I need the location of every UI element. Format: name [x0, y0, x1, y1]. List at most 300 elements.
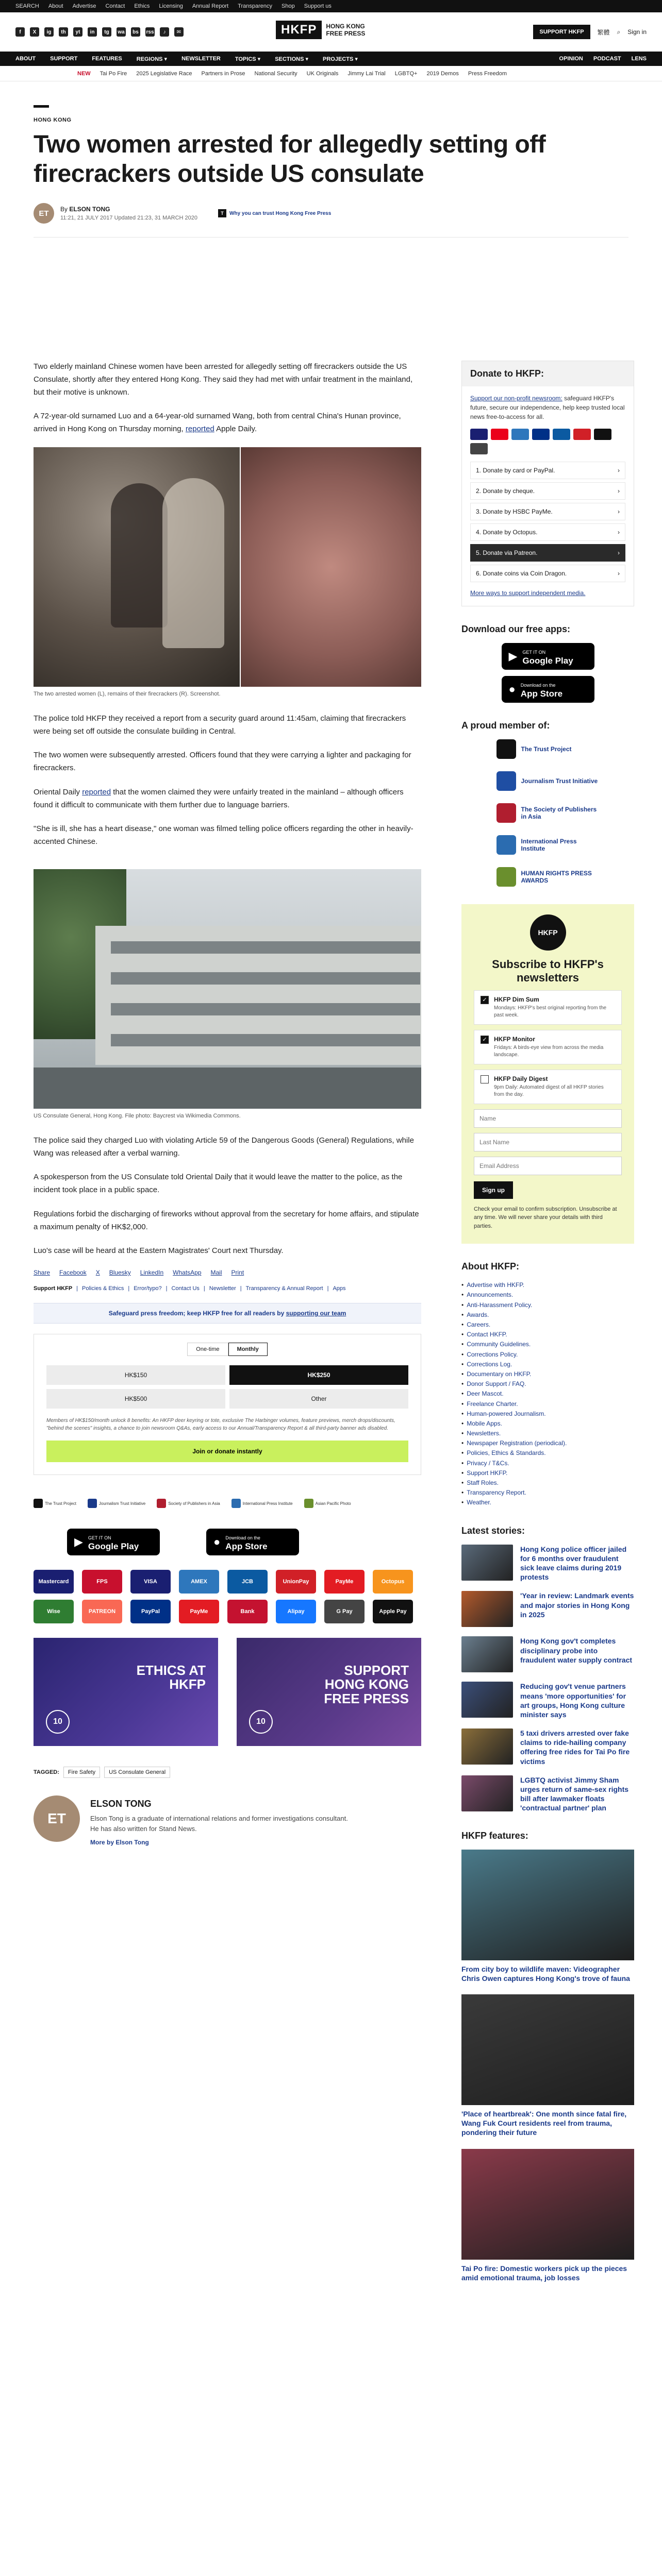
app-badges	[34, 1529, 421, 1555]
member-logo[interactable]	[304, 1499, 351, 1508]
utility-link[interactable]: Annual Report	[192, 3, 229, 9]
trending-link[interactable]: Tai Po Fire	[100, 70, 127, 77]
member-name: Journalism Trust Initiative	[521, 777, 598, 785]
nav-item[interactable]: OPINION	[559, 56, 583, 62]
member-icon	[496, 771, 516, 791]
share-bluesky[interactable]: Bluesky	[109, 1269, 131, 1276]
about-link[interactable]: • Transparency Report.	[461, 1488, 634, 1498]
share-print[interactable]: Print	[231, 1269, 244, 1276]
monthly-option[interactable]: Monthly	[228, 1343, 268, 1356]
member-logo[interactable]	[88, 1499, 145, 1508]
share-label[interactable]: Share	[34, 1269, 51, 1276]
facebook-icon[interactable]: f	[15, 27, 25, 37]
member-logo[interactable]	[496, 739, 600, 759]
one-time-option[interactable]: One-time	[187, 1343, 228, 1356]
article-title: Two women arrested for allegedly setting off firecrackers outside US consulate	[34, 131, 546, 188]
bluesky-icon[interactable]: bs	[131, 27, 140, 37]
payment-logo: Wise	[34, 1600, 74, 1623]
about-link[interactable]: • Corrections Log.	[461, 1360, 634, 1369]
photo-right-firecracker-remains	[241, 447, 421, 687]
mastercard-icon	[491, 429, 508, 440]
main-navigation	[0, 52, 662, 66]
member-name: Society of Publishers in Asia	[168, 1501, 220, 1506]
amount-option[interactable]: HK$150	[46, 1365, 225, 1385]
trust-icon: T	[218, 209, 226, 217]
sidebar-apps	[461, 624, 634, 703]
article-paragraph	[34, 410, 421, 436]
member-logo[interactable]	[496, 771, 600, 791]
newsletter-option[interactable]	[474, 990, 622, 1025]
story-title[interactable]: 'Year in review: Landmark events and major stories in Hong Kong in 2025	[520, 1591, 634, 1619]
trending-link[interactable]: Jimmy Lai Trial	[347, 70, 386, 77]
author-name[interactable]: ELSON TONG	[90, 1799, 152, 1809]
nav-right	[559, 56, 647, 62]
donate-option[interactable]	[470, 544, 625, 562]
promo-link[interactable]: supporting our team	[286, 1310, 346, 1317]
search-icon[interactable]: ⌕	[617, 28, 621, 36]
whatsapp-icon[interactable]: wa	[117, 27, 126, 37]
about-link[interactable]: • Donor Support / FAQ.	[461, 1379, 634, 1389]
reported-link[interactable]: reported	[82, 787, 111, 796]
payment-logo: Apple Pay	[373, 1600, 413, 1623]
trust-link[interactable]	[218, 209, 331, 217]
footer-link[interactable]: Policies & Ethics	[82, 1285, 124, 1292]
article-paragraph: "She is ill, she has a heart disease," one woman was filmed telling police officers regarding the other in heavily-accented Chinese.	[34, 824, 413, 846]
nav-item[interactable]: TOPICS ▾	[235, 56, 261, 62]
support-promo-strip	[34, 1303, 421, 1324]
share-whatsapp[interactable]: WhatsApp	[173, 1269, 202, 1276]
language-link[interactable]: 繁體	[597, 28, 610, 36]
photo-figure	[111, 483, 168, 628]
share-x[interactable]: X	[95, 1269, 100, 1276]
banner-title: SUPPORT HONG KONG FREE PRESS	[324, 1663, 409, 1706]
story-thumbnail[interactable]	[461, 1682, 513, 1718]
figure-arrested-women	[34, 447, 421, 697]
donate-option[interactable]	[470, 462, 625, 479]
checkbox[interactable]	[481, 1075, 489, 1083]
about-link[interactable]: • Staff Roles.	[461, 1478, 634, 1488]
instagram-icon[interactable]: ig	[44, 27, 54, 37]
member-name: International Press Institute	[242, 1501, 293, 1506]
story-title[interactable]: 5 taxi drivers arrested over fake claims to ride-hailing company offering free rides for Tai Po fire victims	[520, 1729, 630, 1766]
donate-option-label: 1. Donate by card or PayPal.	[476, 467, 555, 474]
category-kicker[interactable]: HONG KONG	[34, 117, 72, 123]
member-title: A proud member of:	[461, 720, 550, 731]
member-logo[interactable]	[496, 867, 600, 887]
donate-option[interactable]	[470, 503, 625, 520]
footer-link[interactable]: Support HKFP	[34, 1285, 73, 1292]
sidebar-app-badges	[461, 643, 634, 703]
checkbox[interactable]: ✓	[481, 996, 489, 1004]
feature-title[interactable]: 'Place of heartbreak': One month since fatal fire, Wang Fuk Court residents reel from trauma, pondering their future	[461, 2109, 627, 2137]
newsletter-option-desc: 9pm Daily: Automated digest of all HKFP stories from the day.	[494, 1084, 604, 1097]
last-name-field[interactable]	[474, 1133, 622, 1151]
footer-link[interactable]: Newsletter	[209, 1285, 236, 1292]
nav-item[interactable]: REGIONS ▾	[136, 56, 168, 62]
story-title[interactable]: LGBTQ activist Jimmy Sham urges return of same-sex rights bill after lawmaker floats 'contractual partner' plan	[520, 1775, 629, 1812]
award-icon	[304, 1499, 313, 1508]
badge-small-text: GET IT ON	[522, 649, 546, 655]
story-title[interactable]: Hong Kong gov't completes disciplinary probe into fraudulent water supply contract	[520, 1637, 633, 1664]
unionpay-icon	[573, 429, 591, 440]
about-link[interactable]: • Privacy / T&Cs.	[461, 1459, 634, 1468]
tag-link[interactable]: US Consulate General	[104, 1767, 170, 1778]
about-link[interactable]: • Freelance Charter.	[461, 1399, 634, 1409]
feature-image[interactable]	[461, 2149, 634, 2260]
payment-logo: Mastercard	[34, 1570, 74, 1594]
story-thumbnail[interactable]	[461, 1591, 513, 1627]
newsletter-option-text	[494, 1036, 615, 1059]
more-by-author-link[interactable]: More by Elson Tong	[90, 1839, 149, 1846]
feature-title[interactable]: Tai Po fire: Domestic workers pick up the pieces amid emotional trauma, job losses	[461, 2264, 627, 2282]
name-field[interactable]	[474, 1109, 622, 1128]
footer-link[interactable]: Error/typo?	[134, 1285, 162, 1292]
nav-item[interactable]: PODCAST	[593, 56, 621, 62]
google-play-badge[interactable]	[67, 1529, 160, 1555]
story-thumbnail[interactable]	[461, 1775, 513, 1811]
telegram-icon[interactable]: tg	[102, 27, 111, 37]
logo-wordmark	[326, 23, 365, 38]
latest-story[interactable]	[461, 1636, 634, 1672]
member-benefits: Members of HK$150/month unlock 8 benefits: An HKFP deer keyring or tote, exclusive The Harbinger volumes, feature previews, merch drops/discounts, "behind the scenes" insights, a chance to join newsroom Q&As, early access to our Annual/Transparency Report & all third-party banner ads disabled.	[46, 1418, 395, 1431]
jcb-icon	[553, 429, 570, 440]
byline	[34, 203, 628, 224]
newsletter-option[interactable]	[474, 1030, 622, 1064]
mail-icon[interactable]: ✉	[174, 27, 184, 37]
article-paragraph	[34, 786, 421, 812]
badge-big-text: App Store	[520, 688, 563, 699]
about-link[interactable]: • Support HKFP.	[461, 1468, 634, 1478]
apple-icon: ●	[508, 683, 516, 696]
newsletter-option-text	[494, 1075, 615, 1098]
photo-building-tier	[111, 941, 420, 954]
utility-link[interactable]: Contact	[105, 3, 125, 9]
logo-line-1: HONG KONG	[326, 22, 365, 30]
photo-building-tier	[111, 972, 420, 985]
sidebar-about	[461, 1261, 634, 1507]
badge-big-text: Google Play	[88, 1541, 139, 1551]
badge-big-text: Google Play	[522, 655, 573, 666]
story-title[interactable]: Hong Kong police officer jailed for 6 months over fraudulent sick leave claims during 2019 protests	[520, 1545, 627, 1582]
payment-logo: AMEX	[179, 1570, 219, 1594]
member-icon	[496, 835, 516, 855]
trending-link[interactable]: UK Originals	[306, 70, 339, 77]
amex-icon	[511, 429, 529, 440]
member-name: Journalism Trust Initiative	[98, 1501, 146, 1506]
linkedin-icon[interactable]: in	[88, 27, 97, 37]
article-tags	[34, 1767, 421, 1778]
badge-small-text: Download on the	[225, 1535, 260, 1540]
share-mail[interactable]: Mail	[210, 1269, 222, 1276]
about-link[interactable]: • Advertise with HKFP.	[461, 1280, 634, 1290]
member-name: International Press Institute	[521, 838, 577, 852]
support-banner[interactable]	[237, 1638, 421, 1746]
payment-logo: UnionPay	[276, 1570, 316, 1594]
payment-logo: Bank	[227, 1600, 268, 1623]
paragraph-text: A 72-year-old surnamed Luo and a 64-year-old surnamed Wang, both from central China's Hunan province, arrived in Hong Kong on Thursday morning,	[34, 412, 401, 433]
member-name: The Trust Project	[45, 1501, 76, 1506]
jti-icon	[88, 1499, 97, 1508]
latest-story[interactable]	[461, 1545, 634, 1582]
payment-logo: G Pay	[324, 1600, 365, 1623]
new-label: NEW	[77, 70, 91, 77]
payment-logo: VISA	[130, 1570, 171, 1594]
sopa-icon	[157, 1499, 166, 1508]
newsletter-title: Subscribe to HKFP's newsletters	[492, 958, 604, 985]
payment-logo: Alipay	[276, 1600, 316, 1623]
reported-link[interactable]: reported	[185, 425, 214, 433]
about-link[interactable]: • Anti-Harassment Policy.	[461, 1300, 634, 1310]
logo-mark: HKFP	[276, 21, 322, 39]
photo-street	[34, 1067, 421, 1109]
member-name: The Trust Project	[521, 745, 572, 753]
nav-item[interactable]: NEWSLETTER	[181, 56, 221, 62]
utility-link[interactable]: Ethics	[134, 3, 150, 9]
trending-row	[0, 66, 662, 81]
figure-us-consulate	[34, 869, 421, 1119]
chevron-right-icon: ›	[618, 508, 620, 515]
newsletter-options	[474, 990, 622, 1104]
author-bio: Elson Tong is a graduate of international relations and former investigations consultant. He has also written for Stand News.	[90, 1815, 348, 1833]
feature-image[interactable]	[461, 1994, 634, 2105]
tags-label: TAGGED:	[34, 1769, 59, 1775]
payment-logo: PayMe	[179, 1600, 219, 1623]
about-link[interactable]: • Newsletters.	[461, 1429, 634, 1438]
trending-link[interactable]: LGBTQ+	[394, 70, 418, 77]
site-logo[interactable]	[276, 21, 365, 39]
member-logo[interactable]	[496, 835, 600, 855]
utility-link[interactable]: About	[48, 3, 63, 9]
more-ways-link[interactable]: More ways to support independent media.	[470, 589, 586, 597]
member-logo[interactable]	[496, 803, 600, 823]
rss-icon[interactable]: rss	[145, 27, 155, 37]
donate-intro-link[interactable]: Support our non-profit newsroom:	[470, 395, 562, 402]
features-title: HKFP features:	[461, 1830, 528, 1841]
nav-item[interactable]: SUPPORT	[50, 56, 78, 62]
payment-logo: FPS	[82, 1570, 122, 1594]
donation-frequency-toggle	[46, 1343, 408, 1356]
donate-card	[461, 361, 634, 606]
utility-link[interactable]: Shop	[282, 3, 295, 9]
share-facebook[interactable]: Facebook	[59, 1269, 87, 1276]
play-icon: ▶	[508, 650, 518, 663]
join-donate-button[interactable]: Join or donate instantly	[46, 1440, 408, 1462]
nav-item[interactable]: FEATURES	[92, 56, 122, 62]
nav-item[interactable]: SECTIONS ▾	[275, 56, 308, 62]
member-icon	[496, 867, 516, 887]
latest-story[interactable]	[461, 1682, 634, 1719]
about-link[interactable]: • Corrections Policy.	[461, 1350, 634, 1360]
member-list	[461, 739, 634, 887]
trust-project-icon	[34, 1499, 43, 1508]
donate-widget	[34, 1334, 421, 1475]
nav-item[interactable]: LENS	[631, 56, 647, 62]
about-link[interactable]: • Human-powered Journalism.	[461, 1409, 634, 1419]
article-dates: 11:21, 21 JULY 2017 Updated 21:23, 31 MARCH 2020	[60, 215, 198, 222]
chevron-right-icon: ›	[618, 529, 620, 536]
donate-option-label: 3. Donate by HSBC PayMe.	[476, 508, 553, 515]
latest-story[interactable]	[461, 1775, 634, 1813]
about-link[interactable]: • Mobile Apps.	[461, 1419, 634, 1429]
member-name: HUMAN RIGHTS PRESS AWARDS	[521, 870, 592, 884]
donate-option-label: 6. Donate coins via Coin Dragon.	[476, 570, 567, 577]
trending-link[interactable]: Press Freedom	[468, 70, 507, 77]
trending-link[interactable]: National Security	[254, 70, 297, 77]
paragraph-text: that the women claimed they were unfairly treated in the mainland – although officers found it difficult to communicate with them further due to language barriers.	[34, 787, 404, 809]
top-utility-bar	[0, 0, 662, 12]
chevron-right-icon: ›	[618, 487, 620, 495]
about-link[interactable]: • Contact HKFP.	[461, 1330, 634, 1340]
visa-icon	[470, 429, 488, 440]
apple-icon: ●	[213, 1535, 221, 1548]
payment-logo: JCB	[227, 1570, 268, 1594]
about-link[interactable]: • Policies, Ethics & Standards.	[461, 1448, 634, 1458]
story-thumbnail[interactable]	[461, 1545, 513, 1581]
donate-card-header	[462, 361, 634, 386]
latest-title: Latest stories:	[461, 1525, 525, 1536]
utility-link[interactable]: Licensing	[159, 3, 183, 9]
author-link[interactable]: ELSON TONG	[69, 206, 110, 213]
anniversary-badge: 10	[46, 1710, 70, 1734]
x-icon[interactable]: X	[30, 27, 39, 37]
member-icon	[496, 803, 516, 823]
feature-story[interactable]	[461, 1850, 634, 1983]
trending-link[interactable]: 2019 Demos	[426, 70, 459, 77]
about-link[interactable]: • Deer Mascot.	[461, 1389, 634, 1399]
play-icon: ▶	[74, 1535, 83, 1548]
photo-arrested-women	[34, 447, 421, 687]
amount-option[interactable]: HK$250	[229, 1365, 408, 1385]
threads-icon[interactable]: th	[59, 27, 68, 37]
newsletter-option-title: HKFP Dim Sum	[494, 995, 539, 1003]
anniversary-badge: 10	[249, 1710, 273, 1734]
author-avatar-large[interactable]: ET	[34, 1795, 80, 1842]
feature-title[interactable]: From city boy to wildlife maven: Videographer Chris Owen captures Hong Kong's trove of fauna	[461, 1964, 630, 1982]
oriental-daily-text: Oriental Daily	[34, 787, 80, 796]
chevron-right-icon: ›	[618, 570, 620, 577]
applepay-icon	[594, 429, 611, 440]
features-list	[461, 1850, 634, 2282]
donate-option[interactable]	[470, 523, 625, 541]
donation-amounts	[46, 1365, 408, 1409]
brand-row	[0, 12, 662, 52]
newsletter-logo: HKFP	[530, 914, 566, 951]
member-logo[interactable]	[157, 1499, 220, 1508]
tiktok-icon[interactable]: ♪	[160, 27, 169, 37]
photo-building-tier	[111, 1034, 420, 1046]
member-name: Asian Pacific Photo	[315, 1501, 351, 1506]
byline-prefix: By	[60, 206, 68, 213]
search-link[interactable]: SEARCH	[15, 3, 39, 9]
utility-link[interactable]: Transparency	[238, 3, 272, 9]
about-link[interactable]: • Announcements.	[461, 1290, 634, 1300]
share-linkedin[interactable]: LinkedIn	[140, 1269, 164, 1276]
about-list	[461, 1280, 634, 1507]
about-title: About HKFP:	[461, 1261, 519, 1272]
about-link[interactable]: • Community Guidelines.	[461, 1340, 634, 1349]
google-play-badge[interactable]	[502, 643, 594, 670]
author-avatar[interactable]: ET	[34, 203, 54, 224]
feature-image[interactable]	[461, 1850, 634, 1960]
utility-link[interactable]: Advertise	[72, 3, 96, 9]
newsletter-signup	[461, 904, 634, 1244]
sidebar-payment-logos	[470, 429, 625, 454]
payment-methods	[34, 1570, 421, 1623]
story-thumbnail[interactable]	[461, 1636, 513, 1672]
signup-button[interactable]: Sign up	[474, 1181, 513, 1199]
article-paragraph: The police told HKFP they received a report from a security guard around 11:45am, claiming that firecrackers were being set off outside the consulate building in Central.	[34, 714, 406, 736]
app-store-badge[interactable]	[502, 676, 594, 703]
email-field[interactable]	[474, 1157, 622, 1175]
sidebar-members	[461, 720, 634, 887]
tag-link[interactable]: Fire Safety	[63, 1767, 100, 1778]
newsletter-option[interactable]	[474, 1070, 622, 1104]
amount-option[interactable]: Other	[229, 1389, 408, 1409]
donate-option[interactable]	[470, 482, 625, 500]
youtube-icon[interactable]: yt	[73, 27, 82, 37]
member-logos-strip	[34, 1499, 421, 1508]
badge-big-text: App Store	[225, 1541, 268, 1551]
feature-story[interactable]	[461, 1994, 634, 2138]
footer-link[interactable]: Apps	[333, 1285, 346, 1292]
ethics-banner[interactable]	[34, 1638, 218, 1746]
feature-story[interactable]	[461, 2149, 634, 2282]
amount-option[interactable]: HK$500	[46, 1389, 225, 1409]
signin-link[interactable]: Sign in	[627, 28, 647, 36]
author-box	[34, 1795, 421, 1846]
member-logo[interactable]	[231, 1499, 293, 1508]
footer-link[interactable]: Transparency & Annual Report	[245, 1285, 323, 1292]
article-body	[34, 361, 421, 1846]
newsletter-option-title: HKFP Monitor	[494, 1035, 535, 1043]
payment-logo: Octopus	[373, 1570, 413, 1594]
app-store-badge[interactable]	[206, 1529, 299, 1555]
gpay-icon	[470, 443, 488, 454]
nav-item[interactable]: ABOUT	[15, 56, 36, 62]
paragraph-text: Apple Daily.	[216, 425, 257, 433]
brand-actions	[533, 25, 647, 39]
latest-list	[461, 1545, 634, 1813]
footer-link[interactable]: Contact Us	[171, 1285, 200, 1292]
donate-intro	[470, 394, 625, 421]
photo-building-tier	[111, 1003, 420, 1015]
member-logo[interactable]	[34, 1499, 76, 1508]
trust-link-label: Why you can trust Hong Kong Free Press	[229, 210, 332, 216]
about-link[interactable]: • Documentary on HKFP.	[461, 1369, 634, 1379]
utility-link[interactable]: Support us	[304, 3, 332, 9]
about-link[interactable]: • Awards.	[461, 1310, 634, 1320]
checkbox[interactable]: ✓	[481, 1036, 489, 1044]
chevron-right-icon: ›	[618, 549, 620, 556]
about-link[interactable]: • Newspaper Registration (periodical).	[461, 1438, 634, 1448]
sidebar-features	[461, 1831, 634, 2282]
nav-item[interactable]: PROJECTS ▾	[323, 56, 358, 62]
donate-option-label: 4. Donate by Octopus.	[476, 529, 538, 536]
story-title[interactable]: Reducing gov't venue partners means 'more opportunities' for art groups, Hong Kong culture minister says	[520, 1682, 626, 1719]
latest-story[interactable]	[461, 1591, 634, 1627]
donate-option[interactable]	[470, 565, 625, 582]
about-link[interactable]: • Careers.	[461, 1320, 634, 1330]
latest-story[interactable]	[461, 1728, 634, 1766]
donate-card-body	[462, 386, 634, 606]
donate-option-label: 2. Donate by cheque.	[476, 487, 535, 495]
story-thumbnail[interactable]	[461, 1728, 513, 1765]
sidebar-latest	[461, 1526, 634, 1813]
support-hkfp-button[interactable]: SUPPORT HKFP	[533, 25, 590, 39]
trending-link[interactable]: 2025 Legislative Race	[136, 70, 192, 77]
about-link[interactable]: • Weather.	[461, 1498, 634, 1507]
trending-link[interactable]: Partners in Prose	[201, 70, 245, 77]
